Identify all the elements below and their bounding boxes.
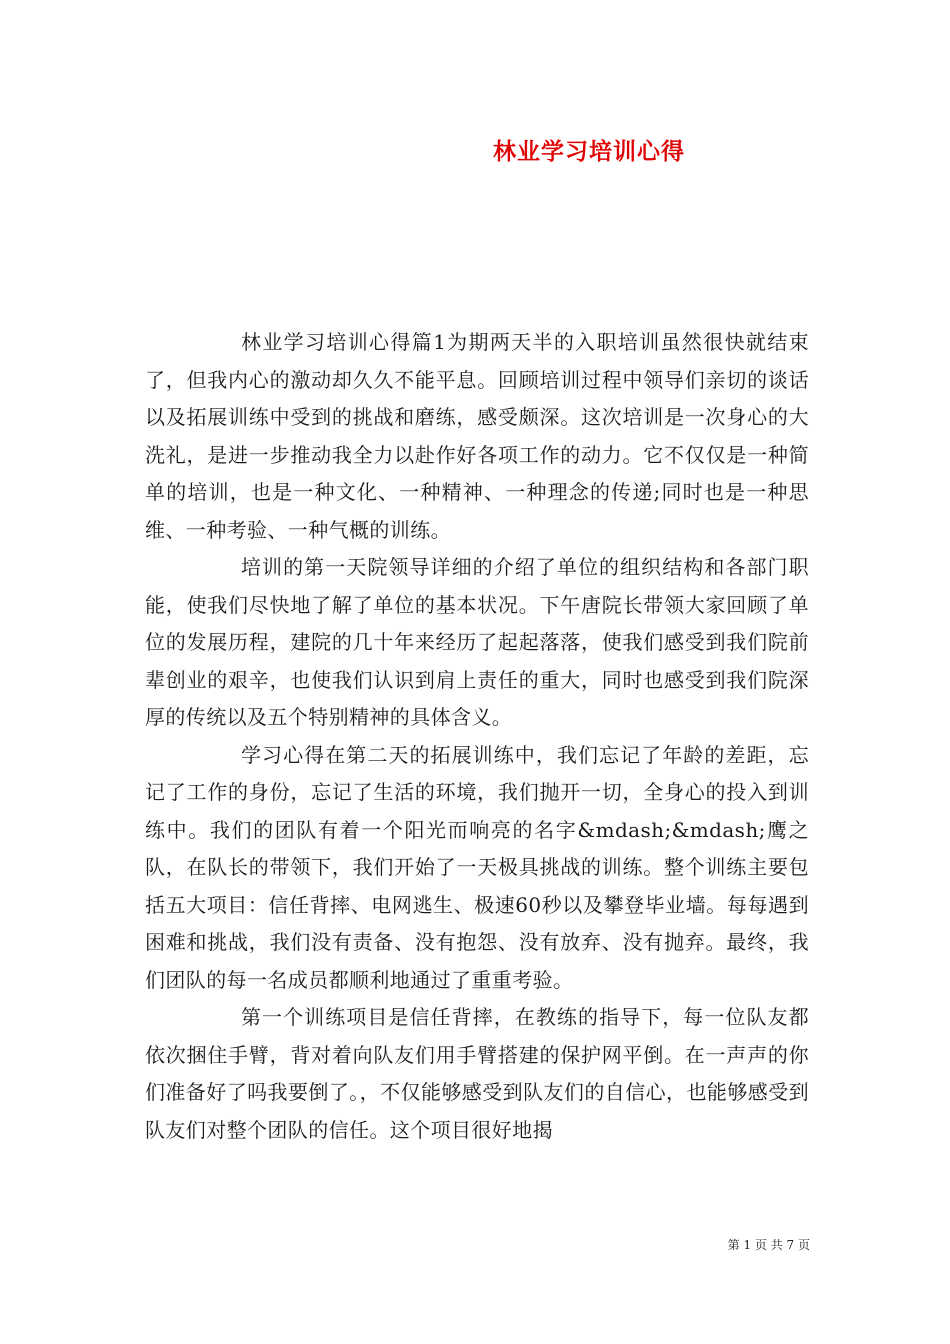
paragraph: 学习心得在第二天的拓展训练中，我们忘记了年龄的差距，忘记了工作的身份，忘记了生活的环境，我们抛开一切，全身心的投入到训练中。我们的团队有着一个阳光而响亮的名字&mdash;&mdash;鹰之队，在队长的带领下，我们开始了一天极具挑战的训练。整个训练主要包括五大项目：信任背摔、电网逃生、极速60秒以及攀登毕业墙。每每遇到困难和挑战，我们没有责备、没有抱怨、没有放弃、没有抛弃。最终，我们团队的每一名成员都顺利地通过了重重考验。 [145,742,809,992]
paragraph: 第一个训练项目是信任背摔，在教练的指导下，每一位队友都依次捆住手臂，背对着向队友们用手臂搭建的保护网平倒。在一声声的你们准备好了吗我要倒了。，不仅能够感受到队友们的自信心，也能够感受到队友们对整个团队的信任。这个项目很好地揭 [145,1005,809,1142]
document-body [145,324,809,1149]
paragraph: 林业学习培训心得篇1为期两天半的入职培训虽然很快就结束了，但我内心的激动却久久不能平息。回顾培训过程中领导们亲切的谈话以及拓展训练中受到的挑战和磨练，感受颇深。这次培训是一次身心的大洗礼，是进一步推动我全力以赴作好各项工作的动力。它不仅仅是一种简单的培训，也是一种文化、一种精神、一种理念的传递;同时也是一种思维、一种考验、一种气概的训练。 [145,330,809,542]
page-number: 第 1 页 共 7 页 [727,1238,810,1252]
paragraph: 培训的第一天院领导详细的介绍了单位的组织结构和各部门职能，使我们尽快地了解了单位的基本状况。下午唐院长带领大家回顾了单位的发展历程，建院的几十年来经历了起起落落，使我们感受到我们院前辈创业的艰辛，也使我们认识到肩上责任的重大，同时也感受到我们院深厚的传统以及五个特别精神的具体含义。 [145,555,809,729]
document-title: 林业学习培训心得 [493,138,685,165]
